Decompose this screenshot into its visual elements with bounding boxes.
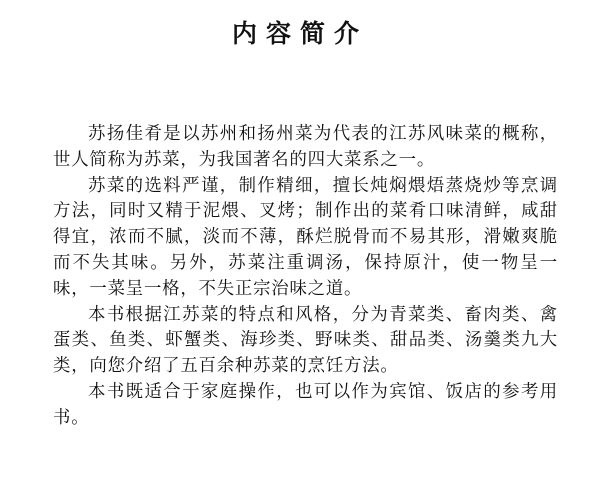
paragraph-contents: 本书根据江苏菜的特点和风格，分为青菜类、畜肉类、禽蛋类、鱼类、虾蟹类、海珍类、野味类、甜品类、汤羹类九大类，向您介绍了五百余种苏菜的烹饪方法。: [53, 304, 558, 377]
paragraph-intro: 苏扬佳肴是以苏州和扬州菜为代表的江苏风味菜的概称，世人简称为苏菜，为我国著名的四大菜系之一。: [53, 124, 558, 170]
page-title: 内容简介: [231, 19, 368, 48]
document-body: [53, 122, 558, 432]
paragraph-usage: 本书既适合于家庭操作，也可以作为宾馆、饭店的参考用书。: [53, 381, 558, 428]
paragraph-characteristics: 苏菜的选料严谨，制作精细，擅长炖焖煨焐蒸烧炒等烹调方法，同时又精于泥煨、叉烤；制作出的菜肴口味清鲜，咸甜得宜，浓而不腻，淡而不薄，酥烂脱骨而不易其形，滑嫩爽脆而不失其味。另外，苏菜注重调汤，保持原汁，使一物呈一味，一菜呈一格，不失正宗治味之道。: [53, 175, 558, 299]
